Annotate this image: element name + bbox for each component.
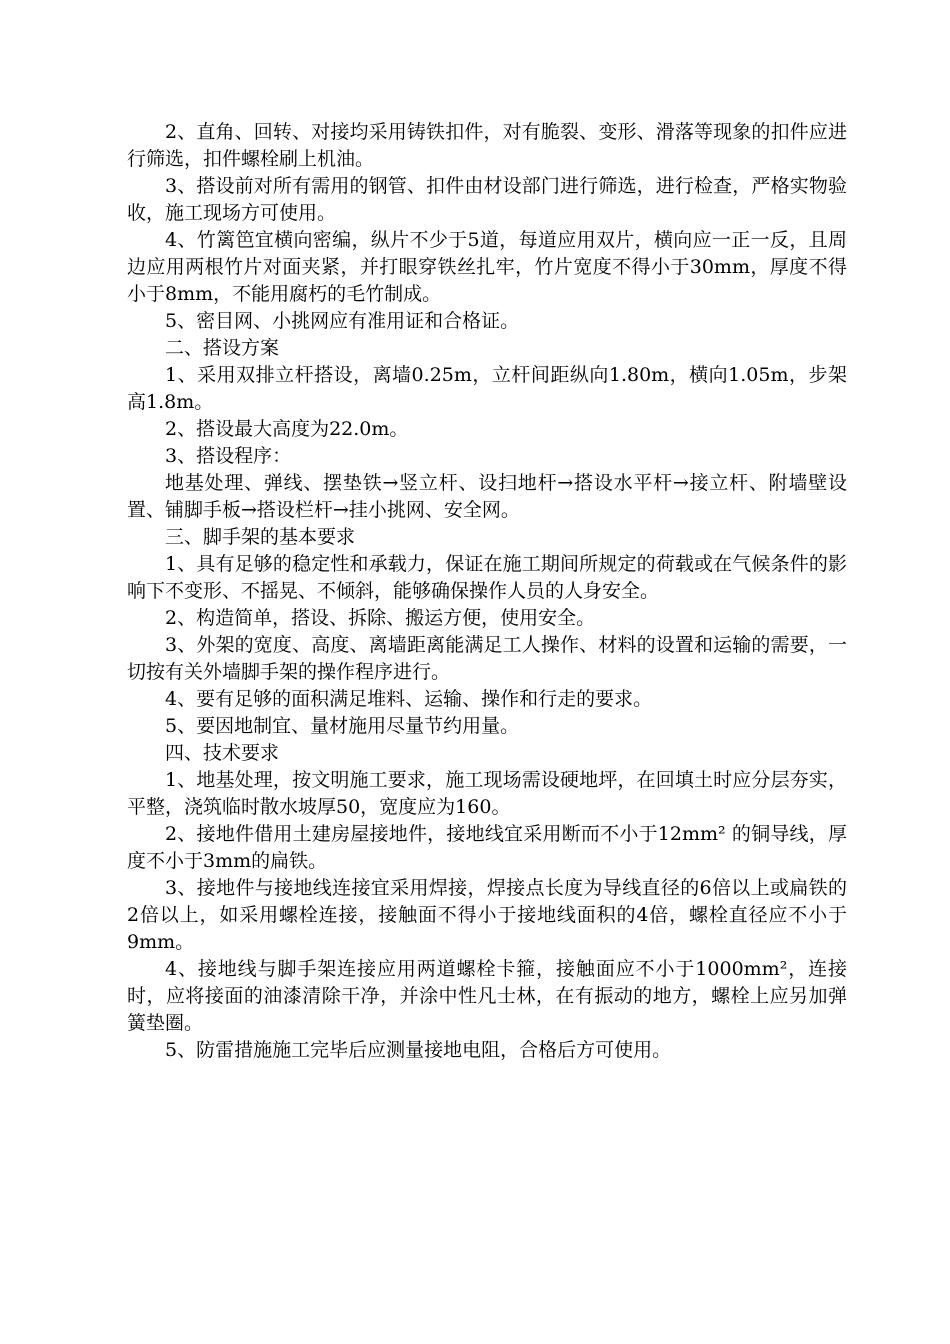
paragraph-erection-procedure-steps: 地基处理、弹线、摆垫铁→竖立杆、设扫地杆→搭设水平杆→接立杆、附墙壁设置、铺脚手板→搭设栏杆→挂小挑网、安全网。 (127, 472, 847, 521)
paragraph-fastener-screening: 2、直角、回转、对接均采用铸铁扣件，对有脆裂、变形、滑落等现象的扣件应进行筛选，扣件螺栓刷上机油。 (127, 121, 847, 170)
paragraph-erection-procedure-title: 3、搭设程序： (165, 445, 292, 467)
paragraph-double-pole: 1、采用双排立杆搭设，离墙0.25m，立杆间距纵向1.80m，横向1.05m，步架高1.8m。 (127, 364, 847, 413)
paragraph-simple-structure: 2、构造简单，搭设、拆除、搬运方便，使用安全。 (165, 607, 596, 629)
document-body (127, 119, 847, 1064)
paragraph-frame-dimensions: 3、外架的宽度、高度、离墙距离能满足工人操作、材料的设置和运输的需要，一切按有关外墙脚手架的操作程序进行。 (127, 634, 847, 683)
paragraph-safety-net-certificate: 5、密目网、小挑网应有准用证和合格证。 (165, 310, 520, 332)
section-heading-technical-requirements: 四、技术要求 (165, 742, 280, 764)
section-heading-basic-requirements: 三、脚手架的基本要求 (165, 526, 356, 548)
paragraph-foundation: 1、地基处理，按文明施工要求，施工现场需设硬地坪，在回填土时应分层夯实，平整，浇筑临时散水坡厚50，宽度应为160。 (127, 769, 847, 818)
paragraph-max-height: 2、搭设最大高度为22.0m。 (165, 418, 409, 440)
paragraph-grounding-welding: 3、接地件与接地线连接宜采用焊接，焊接点长度为导线直径的6倍以上或扁铁的2倍以上，如采用螺栓连接，接触面不得小于接地线面积的4倍，螺栓直径应不小于9mm。 (127, 877, 847, 953)
paragraph-bolt-clamp: 4、接地线与脚手架连接应用两道螺栓卡箍，接触面应不小于1000mm²，连接时，应将接面的油漆清除干净，并涂中性凡士林，在有振动的地方，螺栓上应另加弹簧垫圈。 (127, 958, 847, 1034)
paragraph-lightning-protection: 5、防雷措施施工完毕后应测量接地电阻，合格后方可使用。 (165, 1039, 672, 1061)
paragraph-material-inspection: 3、搭设前对所有需用的钢管、扣件由材设部门进行筛选，进行检查，严格实物验收，施工现场方可使用。 (127, 175, 847, 224)
section-heading-erection-plan: 二、搭设方案 (165, 337, 280, 359)
paragraph-material-saving: 5、要因地制宜、量材施用尽量节约用量。 (165, 715, 520, 737)
paragraph-bamboo-fence: 4、竹篱笆宜横向密编，纵片不少于5道，每道应用双片，横向应一正一反，且周边应用两根竹片对面夹紧，并打眼穿铁丝扎牢，竹片宽度不得小于30mm，厚度不得小于8mm，不能用腐朽的毛竹制成。 (127, 229, 847, 305)
paragraph-stability: 1、具有足够的稳定性和承载力，保证在施工期间所规定的荷载或在气候条件的影响下不变形、不摇晃、不倾斜，能够确保操作人员的人身安全。 (127, 553, 847, 602)
paragraph-grounding-conductor: 2、接地件借用土建房屋接地件，接地线宜采用断而不小于12mm² 的铜导线，厚度不小于3mm的扁铁。 (127, 823, 847, 872)
paragraph-sufficient-area: 4、要有足够的面积满足堆料、运输、操作和行走的要求。 (165, 688, 653, 710)
